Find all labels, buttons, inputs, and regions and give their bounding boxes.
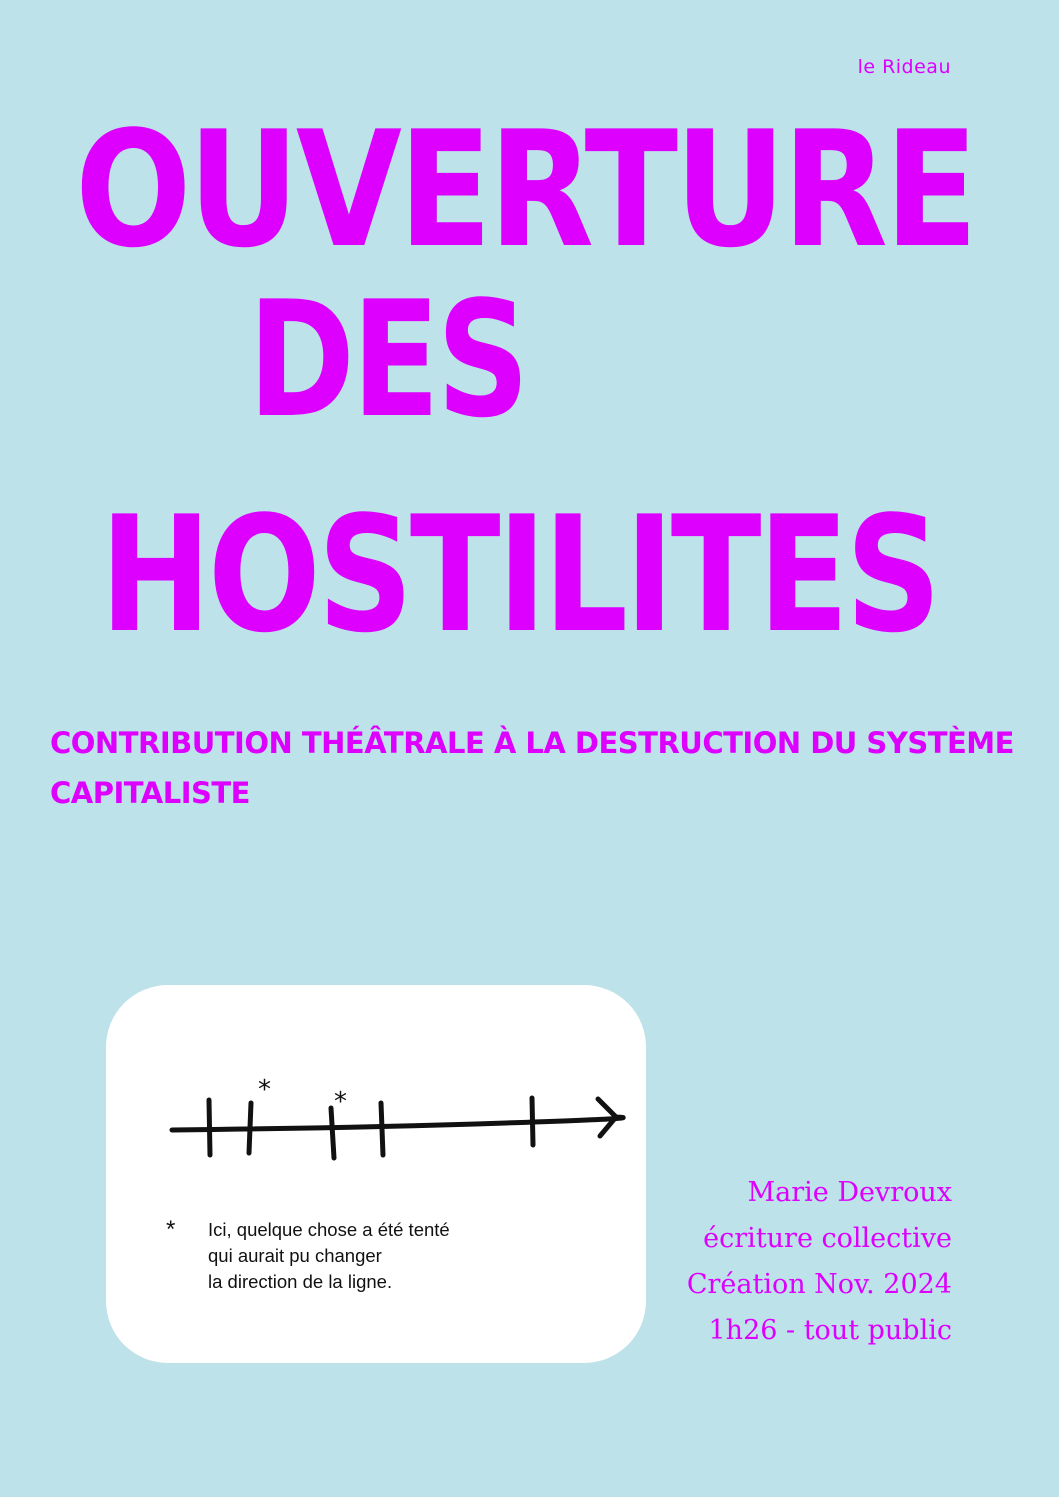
illustration-legend [166, 1217, 538, 1295]
timeline-tick [381, 1103, 383, 1155]
title-line-1: OUVERTURE [75, 96, 975, 283]
illustration-card [106, 985, 646, 1363]
title-line-3: HOSTILITES [100, 481, 938, 668]
publisher-name: le Rideau [857, 56, 951, 78]
credits-block [687, 1170, 952, 1354]
writing-credit: écriture collective [703, 1223, 952, 1254]
timeline-tick [249, 1103, 251, 1153]
title-line-2: DES [248, 266, 527, 453]
legend-line: Ici, quelque chose a été tenté [208, 1219, 450, 1240]
timeline-marker-star: * [334, 1087, 347, 1117]
timeline-drawing [106, 985, 646, 1205]
timeline-line [172, 1117, 623, 1130]
duration-audience: 1h26 - tout public [708, 1315, 952, 1346]
creation-date: Création Nov. 2024 [686, 1269, 952, 1300]
timeline-marker-star: * [258, 1075, 271, 1105]
timeline-tick [209, 1100, 210, 1155]
subtitle: CONTRIBUTION THÉÂTRALE À LA DESTRUCTION DU SYSTÈME CAPITALISTE [50, 726, 1014, 810]
legend-line: qui aurait pu changer [208, 1245, 382, 1266]
asterisk-icon: * [166, 1216, 176, 1243]
legend-line: la direction de la ligne. [208, 1271, 393, 1292]
author-name: Marie Devroux [747, 1177, 952, 1208]
timeline-tick [532, 1098, 533, 1145]
